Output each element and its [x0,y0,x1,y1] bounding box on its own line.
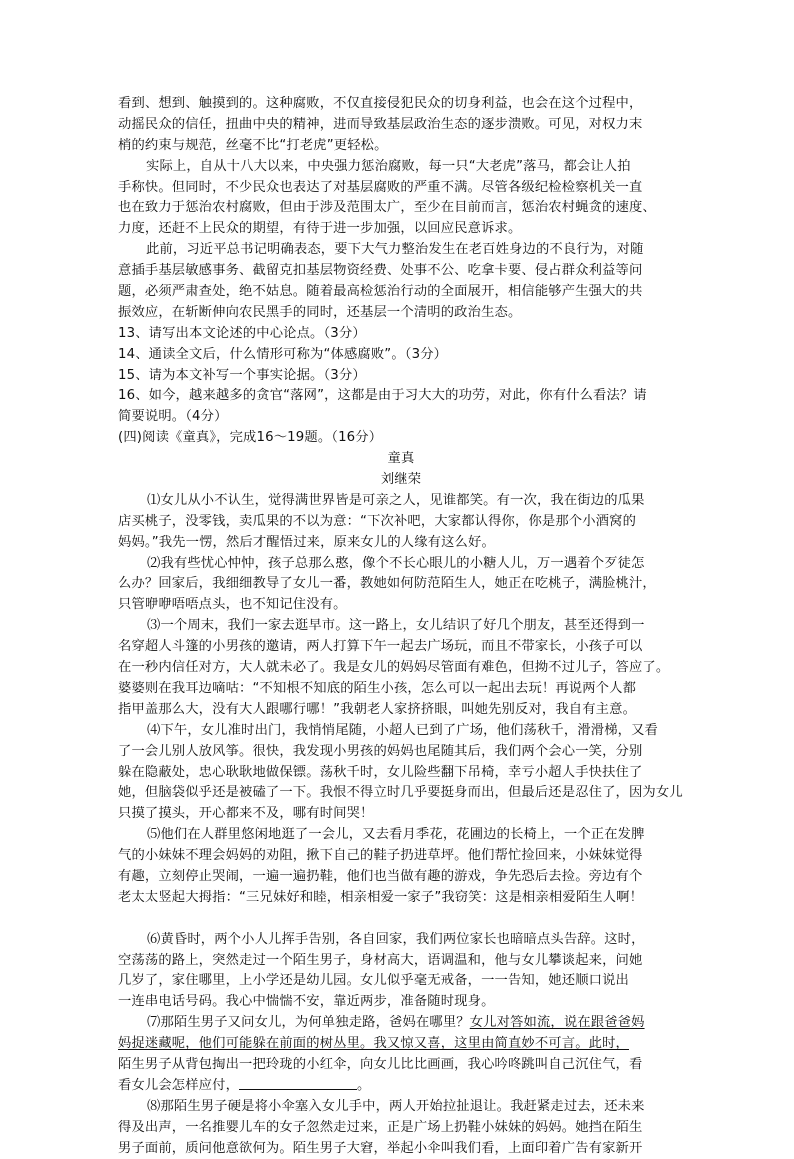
answer-blank[interactable] [239,1077,357,1090]
article-title: 童真 [387,451,415,467]
text-line: 了一会儿别人放风筝。很快，我发现小男孩的妈妈也尾随其后，我们两个会心一笑，分别 [118,743,643,759]
text-line: 力度，还赶不上民众的期望，有待于进一步加强，以回应民意诉求。 [118,221,522,237]
article-author: 刘继荣 [380,472,422,488]
underlined-line [118,1034,684,1055]
text-line: 躲在隐蔽处，忠心耿耿地做保镖。荡秋千时，女儿险些翻下吊椅，幸亏小超人手快扶住了 [118,764,643,780]
blank-line [118,909,684,930]
paragraph-start: ⑴女儿从小不认生，觉得满世界皆是可亲之人，见谁都笑。有一次，我在街边的瓜果 [147,492,645,508]
text-line: 梢的约束与规范，丝毫不比“打老虎”更轻松。 [118,137,388,153]
paragraph-start: 此前，习近平总书记明确表态，要下大气力整治发生在老百姓身边的不良行为，对随 [146,242,644,258]
text-line: 几岁了，家住哪里，上小学还是幼儿园。女儿似乎毫无戒备，一一告知，她还顺口说出 [118,973,629,989]
text-line: 题，必须严肃查处，绝不姑息。随着最高检惩治行动的全面展开，相信能够产生强大的共 [118,284,643,300]
section-heading: (四)阅读《童真》，完成16～19题。（16分） [118,430,383,446]
text-line: 男子面前，质问他意欲何为。陌生男子大窘，举起小伞叫我们看，上面印着广告有家新开 [118,1140,643,1156]
text-line: 指甲盖那么大，没有大人跟哪行哪！”我朝老人家挤挤眼，叫她先别反对，我自有主意。 [118,701,637,717]
question-16: 16、如今，越来越多的贪官“落网”，这都是由于习大大的功劳，对此，你有什么看法？请 [118,388,647,404]
text-line: 气的小妹妹不理会妈妈的劝阻，揪下自己的鞋子扔进草坪。他们帮忙捡回来，小妹妹觉得 [118,848,643,864]
text-line: 名穿超人斗篷的小男孩的邀请，两人打算下午一起去广场玩，而且不带家长，小孩子可以 [118,639,643,655]
text-line: 空荡荡的路上，突然走过一个陌生男子，身材高大，语调温和，他与女儿攀谈起来，问她 [118,952,643,968]
text-line: 也在致力于惩治农村腐败，但由于涉及范围太广，至少在目前而言，惩治农村蝇贪的速度、 [118,200,656,216]
text-segment: 。 [357,1077,371,1093]
underlined-text: 女儿对答如流，说在跟爸爸妈 [469,1015,645,1031]
text-line: 一连串电话号码。我心中惴惴不安，靠近两步，准备随时现身。 [118,994,495,1010]
paragraph-start: ⑻那陌生男子硬是将小伞塞入女儿手中，两人开始拉扯退让。我赶紧走过去，还未来 [147,1098,645,1114]
text-line: 振效应，在斩断伸向农民黑手的同时，还基层一个清明的政治生态。 [118,304,522,320]
text-line: 意插手基层敏感事务、截留克扣基层物资经费、处事不公、吃拿卡要、侵占群众利益等问 [118,263,643,279]
text-line: 只摸了摸头，开心都来不及，哪有时间哭！ [118,806,374,822]
text-line: 她，但脑袋似乎还是被磕了一下。我恨不得立时几乎要挺身而出，但最后还是忍住了，因为女儿 [118,785,683,801]
text-line: 看到、想到、触摸到的。这种腐败，不仅直接侵犯民众的切身利益，也会在这个过程中， [118,96,643,111]
question-14: 14、通读全文后，什么情形可称为“体感腐败”。（3分） [118,346,448,362]
text-line [118,1076,684,1097]
text-line: 店买桃子，没零钱，卖瓜果的不以为意：“下次补吧，大家都认得你，你是那个小酒窝的 [118,513,637,529]
paragraph-start: 实际上，自从十八大以来，中央强力惩治腐败，每一只“大老虎”落马，都会让人拍 [146,158,631,174]
text-line: 么办？回家后，我细细教导了女儿一番，教她如何防范陌生人，她正在吃桃子，满脸桃汁， [118,576,656,592]
text-line: 妈妈。”我先一愣，然后才醒悟过来，原来女儿的人缘有这么好。 [118,534,495,550]
text-line: 手称快。但同时，不少民众也表达了对基层腐败的严重不满。尽管各级纪检检察机关一直 [118,179,643,195]
paragraph-start: ⑶一个周末，我们一家去逛早市。这一路上，女儿结识了好几个朋友，甚至还得到一 [147,618,645,634]
text-line: 有趣，立刻停止哭闹，一遍一遍扔鞋，他们也当做有趣的游戏，争先恐后去捡。旁边有个 [118,868,643,884]
text-line: 动摇民众的信任，扭曲中央的精神，进而导致基层政治生态的逐步溃败。可见，对权力末 [118,116,643,132]
text-line: 得及出声，一名推婴儿车的女子忽然走过来，正是广场上扔鞋小妹妹的妈妈。她挡在陌生 [118,1119,643,1135]
text-line: 在一秒内信任对方，大人就未必了。我是女儿的妈妈尽管面有难色，但拗不过儿子，答应了。 [118,660,670,676]
question-13: 13、请写出本文论述的中心论点。（3分） [118,325,366,341]
text-line: 简要说明。（4分） [118,409,228,425]
underlined-text: 妈捉迷藏呢，他们可能躲在前面的树丛里。我又惊又喜，这里由简直妙不可言。此时， [118,1036,629,1052]
paragraph-start: ⑹黄昏时，两个小人儿挥手告别，各自回家，我们两位家长也暗暗点头告辞。这时， [147,931,645,947]
text-segment: ⑺那陌生男子又问女儿，为何单独走路，爸妈在哪里？ [147,1015,470,1031]
question-15: 15、请为本文补写一个事实论据。（3分） [118,367,366,383]
paragraph-start: ⑵我有些忧心忡忡，孩子总那么憨，像个不长心眼儿的小糖人儿，万一遇着个歹徒怎 [147,555,645,571]
text-line: 只管咿咿唔唔点头，也不知记住没有。 [118,597,347,613]
text-line: 陌生男子从背包掏出一把玲珑的小红伞，向女儿比比画画，我心吟咚跳叫自己沉住气，看 [118,1056,643,1072]
text-line: 老太太竖起大拇指：“三兄妹好和睦，相亲相爱一家子”我窃笑：这是相亲相爱陌生人啊！ [118,889,644,905]
text-line: 婆婆则在我耳边嘀咕：“不知根不知底的陌生小孩，怎么可以一起出去玩！再说两个人都 [118,680,637,696]
document-page [118,94,684,1159]
text-segment: 看女儿会怎样应付， [118,1077,240,1093]
paragraph-start [118,1013,684,1034]
paragraph-start: ⑷下午，女儿准时出门，我悄悄尾随，小超人已到了广场，他们荡秋千，滑滑梯，又看 [147,722,658,738]
paragraph-start: ⑸他们在人群里悠闲地逛了一会儿，又去看月季花，花圃边的长椅上，一个正在发脾 [147,827,645,843]
